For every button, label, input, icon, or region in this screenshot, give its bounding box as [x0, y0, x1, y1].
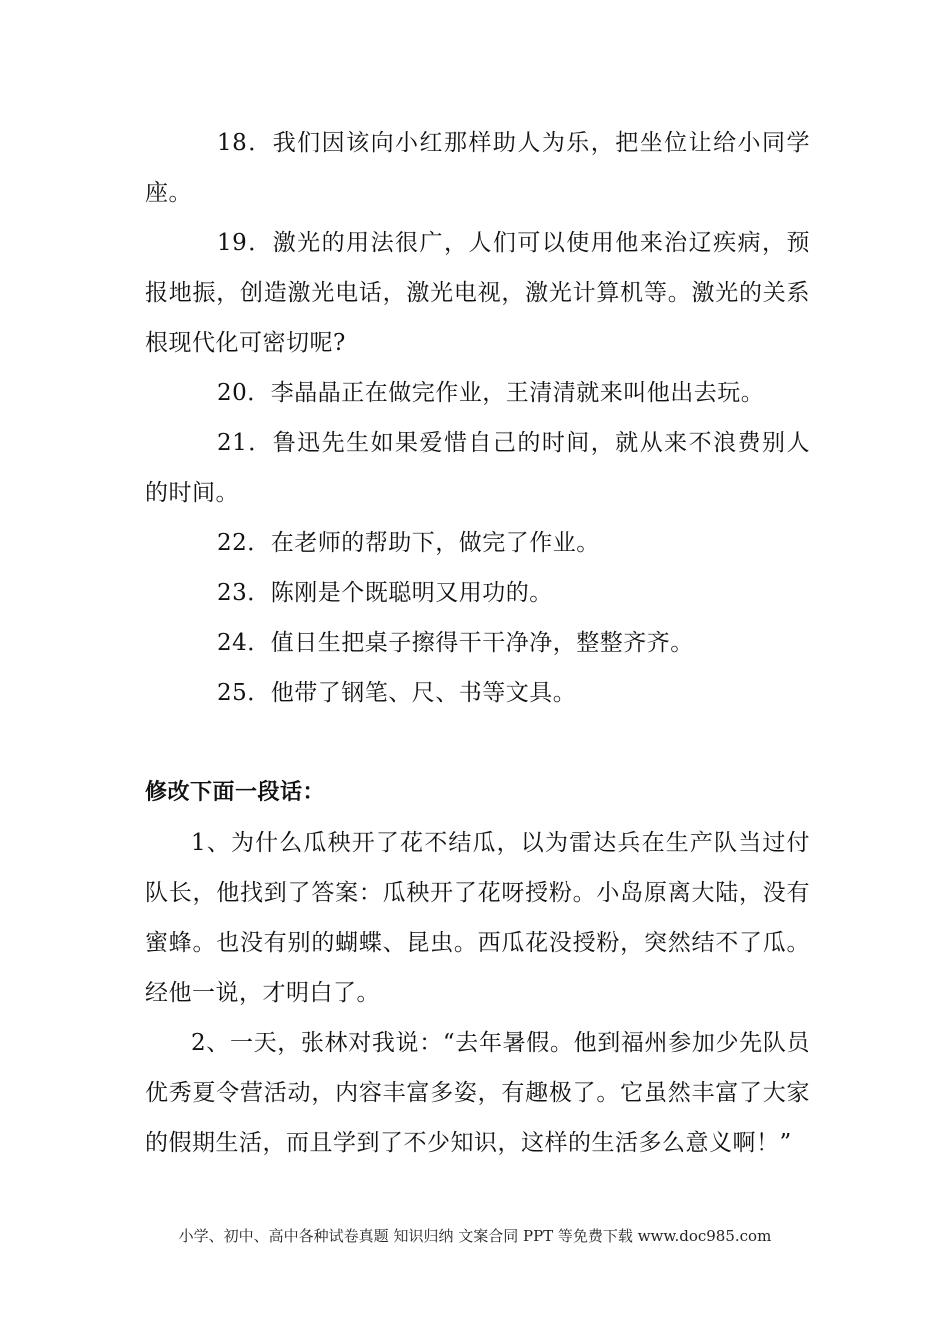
item-number: 24．	[217, 630, 271, 656]
item-text: 激光的用法很广，人们可以使用他来治辽疾病，预报地振，创造激光电话，激光电视，激光计算机等。激光的关系根现代化可密切呢?	[145, 230, 810, 356]
item-number: 22．	[217, 530, 271, 556]
item-text: 值日生把桌子擦得干干净净，整整齐齐。	[270, 630, 694, 656]
item-text: 在老师的帮助下，做完了作业。	[270, 530, 600, 556]
item-number: 23．	[217, 580, 271, 606]
passage	[145, 1018, 810, 1168]
document-body	[145, 118, 810, 1168]
list-item	[145, 368, 810, 418]
item-number: 20．	[217, 380, 271, 406]
item-number: 21．	[217, 430, 273, 456]
list-item	[145, 418, 810, 518]
section-heading: 修改下面一段话：	[145, 780, 326, 805]
list-item	[145, 518, 810, 568]
list-item	[145, 218, 810, 368]
list-item	[145, 568, 810, 618]
item-text: 陈刚是个既聪明又用功的。	[270, 580, 553, 606]
item-text: 他带了钢笔、尺、书等文具。	[270, 680, 577, 706]
list-item	[145, 118, 810, 218]
passage-text: 一天，张林对我说：“去年暑假。他到福州参加少先队员优秀夏令营活动，内容丰富多姿，有趣极了。它虽然丰富了大家的假期生活，而且学到了不少知识，这样的生活多么意义啊！”	[145, 1030, 810, 1156]
passage-number: 1、	[191, 830, 231, 856]
list-item	[145, 668, 810, 718]
item-number: 18．	[217, 130, 273, 156]
list-item	[145, 618, 810, 668]
page-footer: 小学、初中、高中各种试卷真题 知识归纳 文案合同 PPT 等免费下载 www.doc985.com	[178, 1227, 772, 1245]
passage	[145, 818, 810, 1018]
item-text: 鲁迅先生如果爱惜自己的时间，就从来不浪费别人的时间。	[145, 430, 810, 506]
item-text: 我们因该向小红那样助人为乐，把坐位让给小同学座。	[145, 130, 810, 206]
item-number: 25．	[217, 680, 271, 706]
passage-number: 2、	[191, 1030, 230, 1056]
passage-text: 为什么瓜秧开了花不结瓜，以为雷达兵在生产队当过付队长，他找到了答案：瓜秧开了花呀授粉。小岛原离大陆，没有蜜蜂。也没有别的蝴蝶、昆虫。西瓜花没授粉，突然结不了瓜。经他一说，才明白了。	[145, 830, 811, 1006]
item-number: 19．	[217, 230, 273, 256]
item-text: 李晶晶正在做完作业，王清清就来叫他出去玩。	[270, 380, 765, 406]
